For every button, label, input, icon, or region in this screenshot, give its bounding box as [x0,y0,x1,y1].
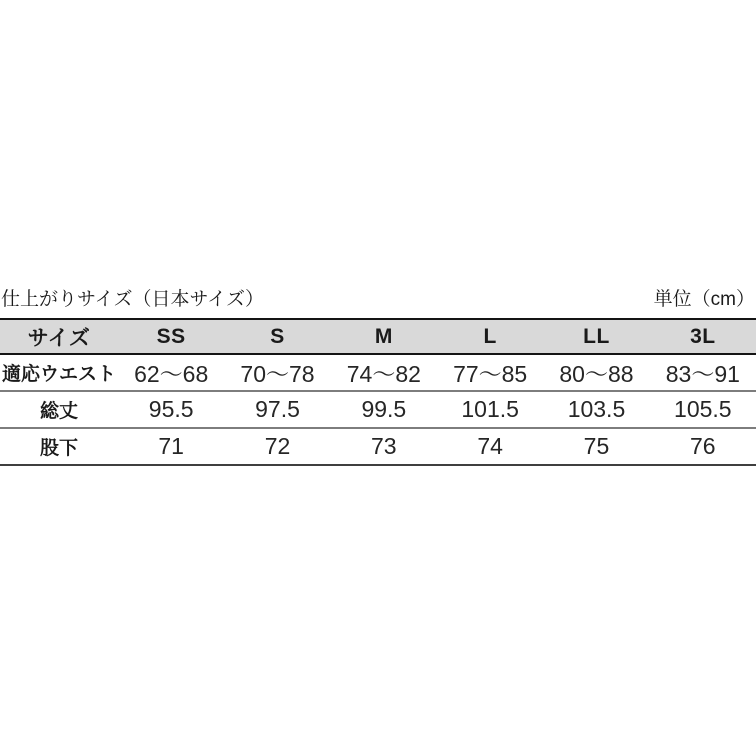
size-header-cell: LL [583,324,610,348]
value-cell: 71 [158,433,184,459]
size-table-head [0,319,756,354]
value-cell: 95.5 [148,396,194,422]
value-cell: 80〜88 [559,361,634,387]
row-label: 股下 [39,438,78,459]
size-chart-content [0,287,756,466]
size-header-cell: SS [156,324,186,348]
value-cell: 73 [371,433,397,459]
size-table-header-row [0,319,756,354]
size-header-cell: L [483,324,497,348]
size-header-cell: S [270,324,285,348]
finished-size-title: 仕上がりサイズ（日本サイズ） [1,289,264,310]
value-cell: 99.5 [361,396,407,422]
value-cell: 101.5 [461,396,519,422]
size-header-cell: M [374,324,393,348]
row-label: 総丈 [39,401,78,422]
unit-label: 単位（cm） [653,289,755,310]
size-table-body [0,354,756,465]
size-header-cell: 3L [690,324,716,348]
table-row [0,428,756,465]
value-cell: 75 [583,433,610,459]
size-table [0,318,756,466]
value-cell: 105.5 [674,396,732,422]
size-column-title-cell: サイズ [27,326,91,350]
value-cell: 103.5 [567,396,626,422]
value-cell: 74 [477,433,503,459]
value-cell: 62〜68 [134,361,209,387]
row-label: 適応ウエスト [1,364,116,385]
table-row [0,354,756,391]
value-cell: 77〜85 [453,361,528,387]
value-cell: 97.5 [255,396,300,422]
value-cell: 72 [264,433,291,459]
value-cell: 83〜91 [665,361,740,387]
table-row [0,391,756,428]
caption-row [0,287,756,312]
value-cell: 76 [690,433,716,459]
value-cell: 70〜78 [240,361,315,387]
value-cell: 74〜82 [346,361,421,387]
